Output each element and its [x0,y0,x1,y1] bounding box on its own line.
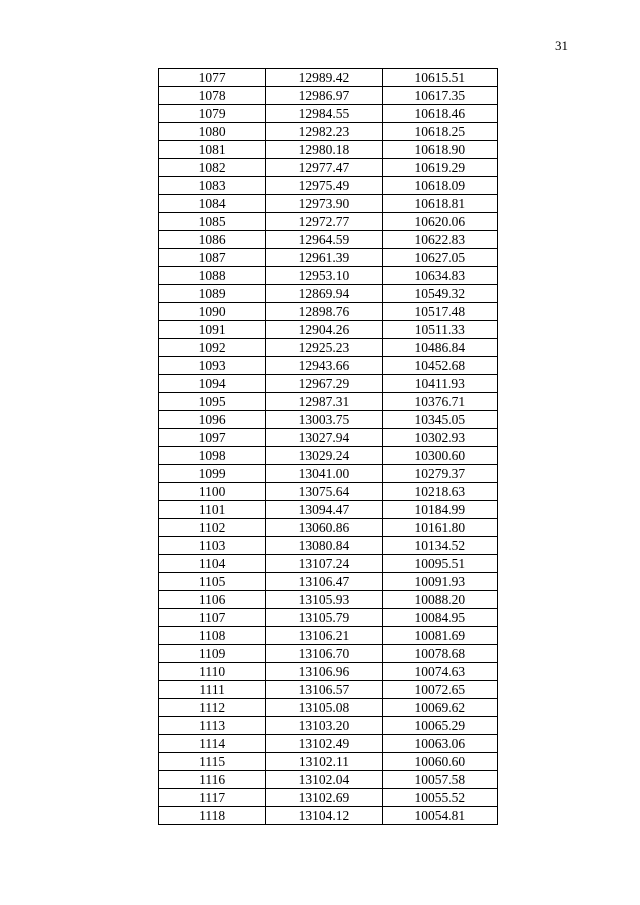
point-number-cell: 1086 [159,231,266,249]
point-number-cell: 1083 [159,177,266,195]
table-row [159,429,498,447]
point-number-cell: 1115 [159,753,266,771]
y-coordinate-cell: 10618.09 [382,177,497,195]
y-coordinate-cell: 10088.20 [382,591,497,609]
y-coordinate-cell: 10549.32 [382,285,497,303]
point-number-cell: 1078 [159,87,266,105]
point-number-cell: 1085 [159,213,266,231]
y-coordinate-cell: 10620.06 [382,213,497,231]
y-coordinate-cell: 10300.60 [382,447,497,465]
y-coordinate-cell: 10618.90 [382,141,497,159]
point-number-cell: 1113 [159,717,266,735]
table-row [159,231,498,249]
y-coordinate-cell: 10134.52 [382,537,497,555]
x-coordinate-cell: 12987.31 [266,393,382,411]
x-coordinate-cell: 13103.20 [266,717,382,735]
x-coordinate-cell: 13102.49 [266,735,382,753]
point-number-cell: 1090 [159,303,266,321]
page-number: 31 [555,38,568,53]
table-row [159,303,498,321]
table-row [159,807,498,825]
table-row [159,663,498,681]
point-number-cell: 1105 [159,573,266,591]
point-number-cell: 1101 [159,501,266,519]
point-number-cell: 1104 [159,555,266,573]
x-coordinate-cell: 12975.49 [266,177,382,195]
table-row [159,321,498,339]
table-row [159,573,498,591]
x-coordinate-cell: 12904.26 [266,321,382,339]
x-coordinate-cell: 13106.21 [266,627,382,645]
y-coordinate-cell: 10065.29 [382,717,497,735]
x-coordinate-cell: 12982.23 [266,123,382,141]
y-coordinate-cell: 10078.68 [382,645,497,663]
table-row [159,105,498,123]
x-coordinate-cell: 13102.04 [266,771,382,789]
x-coordinate-cell: 13102.11 [266,753,382,771]
table-row [159,447,498,465]
point-number-cell: 1079 [159,105,266,123]
y-coordinate-cell: 10060.60 [382,753,497,771]
table-row [159,789,498,807]
table-row [159,681,498,699]
table-row [159,339,498,357]
point-number-cell: 1110 [159,663,266,681]
table-row [159,159,498,177]
point-number-cell: 1088 [159,267,266,285]
table-row [159,753,498,771]
table-row [159,699,498,717]
y-coordinate-cell: 10054.81 [382,807,497,825]
y-coordinate-cell: 10618.25 [382,123,497,141]
table-row [159,123,498,141]
y-coordinate-cell: 10627.05 [382,249,497,267]
x-coordinate-cell: 13106.47 [266,573,382,591]
point-number-cell: 1100 [159,483,266,501]
table-row [159,285,498,303]
table-row [159,267,498,285]
x-coordinate-cell: 13027.94 [266,429,382,447]
x-coordinate-cell: 13106.57 [266,681,382,699]
y-coordinate-cell: 10618.81 [382,195,497,213]
table-row [159,69,498,87]
y-coordinate-cell: 10411.93 [382,375,497,393]
y-coordinate-cell: 10622.83 [382,231,497,249]
y-coordinate-cell: 10161.80 [382,519,497,537]
x-coordinate-cell: 13060.86 [266,519,382,537]
point-number-cell: 1106 [159,591,266,609]
x-coordinate-cell: 12964.59 [266,231,382,249]
x-coordinate-cell: 12973.90 [266,195,382,213]
coordinate-table [158,68,498,825]
table-row [159,483,498,501]
table-row [159,735,498,753]
table-row [159,357,498,375]
x-coordinate-cell: 12869.94 [266,285,382,303]
x-coordinate-cell: 13003.75 [266,411,382,429]
y-coordinate-cell: 10074.63 [382,663,497,681]
point-number-cell: 1080 [159,123,266,141]
table-row [159,87,498,105]
y-coordinate-cell: 10055.52 [382,789,497,807]
y-coordinate-cell: 10069.62 [382,699,497,717]
table-body [159,69,498,825]
y-coordinate-cell: 10486.84 [382,339,497,357]
y-coordinate-cell: 10619.29 [382,159,497,177]
point-number-cell: 1109 [159,645,266,663]
x-coordinate-cell: 13080.84 [266,537,382,555]
x-coordinate-cell: 13075.64 [266,483,382,501]
point-number-cell: 1089 [159,285,266,303]
x-coordinate-cell: 12977.47 [266,159,382,177]
y-coordinate-cell: 10345.05 [382,411,497,429]
table-row [159,393,498,411]
point-number-cell: 1084 [159,195,266,213]
table-row [159,537,498,555]
x-coordinate-cell: 13105.08 [266,699,382,717]
point-number-cell: 1114 [159,735,266,753]
table-row [159,501,498,519]
table-row [159,195,498,213]
y-coordinate-cell: 10618.46 [382,105,497,123]
y-coordinate-cell: 10511.33 [382,321,497,339]
x-coordinate-cell: 12925.23 [266,339,382,357]
x-coordinate-cell: 13094.47 [266,501,382,519]
table-row [159,591,498,609]
table-row [159,717,498,735]
point-number-cell: 1108 [159,627,266,645]
x-coordinate-cell: 13104.12 [266,807,382,825]
x-coordinate-cell: 12967.29 [266,375,382,393]
table-row [159,465,498,483]
point-number-cell: 1099 [159,465,266,483]
x-coordinate-cell: 12953.10 [266,267,382,285]
x-coordinate-cell: 12980.18 [266,141,382,159]
table-row [159,627,498,645]
y-coordinate-cell: 10517.48 [382,303,497,321]
x-coordinate-cell: 13029.24 [266,447,382,465]
table-row [159,249,498,267]
y-coordinate-cell: 10072.65 [382,681,497,699]
point-number-cell: 1117 [159,789,266,807]
x-coordinate-cell: 12972.77 [266,213,382,231]
y-coordinate-cell: 10615.51 [382,69,497,87]
x-coordinate-cell: 13105.79 [266,609,382,627]
point-number-cell: 1118 [159,807,266,825]
x-coordinate-cell: 12984.55 [266,105,382,123]
table-row [159,177,498,195]
table-row [159,375,498,393]
point-number-cell: 1081 [159,141,266,159]
point-number-cell: 1095 [159,393,266,411]
table-row [159,771,498,789]
y-coordinate-cell: 10452.68 [382,357,497,375]
point-number-cell: 1107 [159,609,266,627]
point-number-cell: 1097 [159,429,266,447]
x-coordinate-cell: 12943.66 [266,357,382,375]
y-coordinate-cell: 10302.93 [382,429,497,447]
point-number-cell: 1087 [159,249,266,267]
point-number-cell: 1077 [159,69,266,87]
x-coordinate-cell: 13107.24 [266,555,382,573]
y-coordinate-cell: 10091.93 [382,573,497,591]
point-number-cell: 1102 [159,519,266,537]
x-coordinate-cell: 12898.76 [266,303,382,321]
y-coordinate-cell: 10057.58 [382,771,497,789]
x-coordinate-cell: 12961.39 [266,249,382,267]
table-row [159,555,498,573]
table-row [159,645,498,663]
y-coordinate-cell: 10081.69 [382,627,497,645]
table-row [159,141,498,159]
point-number-cell: 1093 [159,357,266,375]
table-row [159,609,498,627]
point-number-cell: 1116 [159,771,266,789]
y-coordinate-cell: 10634.83 [382,267,497,285]
x-coordinate-cell: 13105.93 [266,591,382,609]
table-row [159,213,498,231]
point-number-cell: 1082 [159,159,266,177]
x-coordinate-cell: 13106.70 [266,645,382,663]
y-coordinate-cell: 10184.99 [382,501,497,519]
y-coordinate-cell: 10376.71 [382,393,497,411]
x-coordinate-cell: 13102.69 [266,789,382,807]
point-number-cell: 1098 [159,447,266,465]
x-coordinate-cell: 13041.00 [266,465,382,483]
y-coordinate-cell: 10095.51 [382,555,497,573]
table-row [159,519,498,537]
point-number-cell: 1103 [159,537,266,555]
point-number-cell: 1111 [159,681,266,699]
table-row [159,411,498,429]
point-number-cell: 1112 [159,699,266,717]
x-coordinate-cell: 13106.96 [266,663,382,681]
y-coordinate-cell: 10084.95 [382,609,497,627]
point-number-cell: 1094 [159,375,266,393]
y-coordinate-cell: 10063.06 [382,735,497,753]
x-coordinate-cell: 12989.42 [266,69,382,87]
y-coordinate-cell: 10218.63 [382,483,497,501]
y-coordinate-cell: 10617.35 [382,87,497,105]
point-number-cell: 1092 [159,339,266,357]
y-coordinate-cell: 10279.37 [382,465,497,483]
point-number-cell: 1091 [159,321,266,339]
point-number-cell: 1096 [159,411,266,429]
x-coordinate-cell: 12986.97 [266,87,382,105]
